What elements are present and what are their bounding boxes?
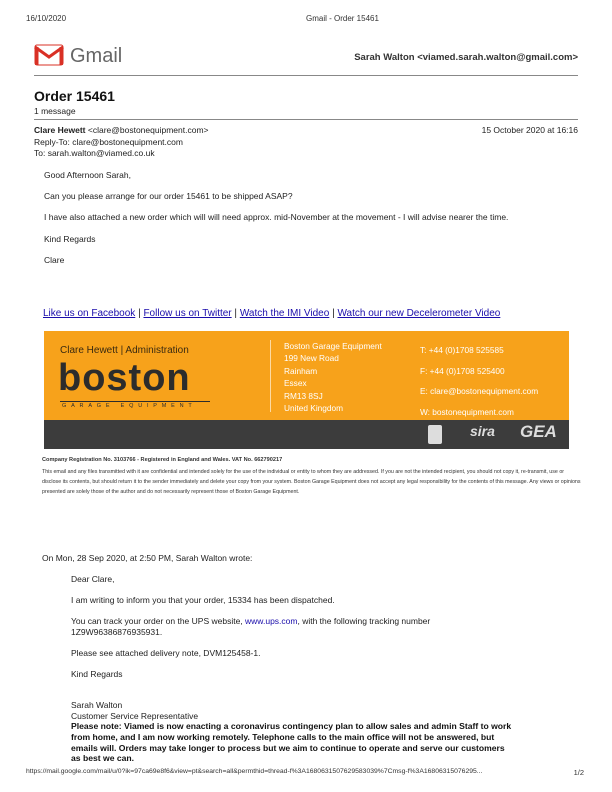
quoted-signature-name: Sarah Walton: [71, 700, 123, 710]
decelerometer-video-link[interactable]: Watch our new Decelerometer Video: [337, 308, 501, 319]
message-date: 15 October 2020 at 16:16: [481, 125, 578, 135]
body-greeting: Good Afternoon Sarah,: [44, 170, 131, 180]
gmail-logo: [34, 44, 64, 71]
covid-notice: [71, 721, 511, 764]
notice-line: Please note: Viamed is now enacting a coronavirus contingency plan to allow sales and admin Staff to work: [71, 721, 512, 731]
link-separator: |: [332, 308, 335, 319]
sira-badge: sira: [470, 423, 495, 439]
notice-line: from home, and I am now working remotely. Telephone calls to the main office will not be answered, but: [71, 731, 495, 742]
address-line: United Kingdom: [284, 403, 344, 414]
signature-name-role: Clare Hewett | Administration: [60, 345, 189, 356]
quoted-signature-role: Customer Service Representative: [71, 711, 199, 721]
reply-to: Reply-To: clare@bostonequipment.com: [34, 137, 183, 147]
contact-fax: F: +44 (0)1708 525400: [420, 365, 505, 376]
company-registration: Company Registration No. 3103766 - Registered in England and Wales. VAT No. 662790217: [42, 457, 283, 463]
signature-address: [284, 340, 382, 414]
quoted-greeting: Dear Clare,: [71, 574, 115, 584]
body-signoff: Clare: [44, 255, 65, 265]
address-line: RM13 8SJ: [284, 390, 323, 401]
to-recipient: To: sarah.walton@viamed.co.uk: [34, 148, 155, 158]
print-title: Gmail - Order 15461: [306, 14, 379, 23]
imi-video-link[interactable]: Watch the IMI Video: [239, 308, 330, 319]
logo-rule: [60, 401, 210, 402]
disclaimer: This email and any files transmitted with it are confidential and intended solely for the use of the individual or entity to whom they are addressed. If you are not the intended recipient, you should not copy it, re-transmit, use or disclose its contents, but should return it to the sender immediately and delete your copy from your system. Boston Garage Equipment does not accept any legal responsibility for the contents of this message. Any views or opinions presented are solely those of the author and do not necessarily represent those of Boston Garage Equipment.: [42, 469, 581, 495]
body-line-request: Can you please arrange for our order 15461 to be shipped ASAP?: [44, 191, 293, 201]
contact-email[interactable]: E: clare@bostonequipment.com: [420, 386, 539, 396]
sender: [34, 125, 209, 135]
header-divider: [34, 75, 578, 76]
account-label: Sarah Walton <viamed.sarah.walton@gmail.com>: [354, 52, 578, 63]
sender-email[interactable]: <clare@bostonequipment.com>: [87, 125, 209, 135]
tracking-number: 1Z9W96386876935931.: [71, 627, 163, 637]
body-line-attachment: I have also attached a new order which will will need approx. mid-November at the movement - I will advise nearer the time.: [44, 212, 509, 222]
link-separator: |: [234, 308, 238, 319]
facebook-link[interactable]: Like us on Facebook: [43, 308, 136, 319]
body-regards: Kind Regards: [44, 234, 96, 244]
certification-badge-icon: [428, 425, 442, 444]
quoted-tracking-line: [71, 616, 430, 626]
notice-line: as best we can.: [71, 753, 135, 764]
social-links: [43, 308, 500, 319]
delivery-note: Please see attached delivery note, DVM125458-1.: [71, 648, 261, 658]
ups-link[interactable]: www.ups.com: [245, 616, 298, 626]
page-number: 1/2: [573, 768, 584, 777]
thread-subject: Order 15461: [34, 88, 115, 104]
link-separator: |: [138, 308, 141, 319]
print-url: https://mail.google.com/mail/u/0?ik=97ca69e8f6&view=pt&search=all&permthid=thread-f%3A1680631507629583039%7Cmsg-f%3A16806315076295...: [26, 768, 483, 775]
signature-contact: [420, 340, 538, 422]
quoted-regards: Kind Regards: [71, 669, 123, 679]
sender-name: Clare Hewett: [34, 125, 86, 135]
address-line: 199 New Road: [284, 353, 339, 364]
subject-divider: [34, 119, 578, 120]
quoted-header: On Mon, 28 Sep 2020, at 2:50 PM, Sarah Walton wrote:: [42, 553, 253, 563]
tracking-text-post: , with the following tracking number: [297, 616, 431, 626]
contact-website[interactable]: W: bostonequipment.com: [420, 406, 514, 417]
message-count: 1 message: [34, 106, 76, 116]
twitter-link[interactable]: Follow us on Twitter: [143, 308, 232, 319]
address-line: Rainham: [284, 365, 318, 376]
tracking-text-pre: You can track your order on the UPS website,: [71, 616, 246, 626]
boston-logo-sub: GARAGE EQUIPMENT: [62, 403, 197, 409]
notice-line: emails will. Orders may take longer to process but we aim to continue to operate and serve our customers: [71, 742, 505, 753]
address-line: Essex: [284, 378, 307, 389]
gmail-logo-text: Gmail: [70, 45, 123, 67]
gmail-envelope-icon: [34, 44, 64, 66]
quoted-line-dispatched: I am writing to inform you that your order, 15334 has been dispatched.: [71, 595, 335, 605]
print-date: 16/10/2020: [26, 14, 67, 23]
gea-badge: GEA: [520, 422, 557, 441]
contact-phone: T: +44 (0)1708 525585: [420, 345, 504, 355]
banner-divider: [270, 340, 271, 412]
address-line: Boston Garage Equipment: [284, 341, 382, 351]
boston-logo: boston: [58, 357, 191, 399]
